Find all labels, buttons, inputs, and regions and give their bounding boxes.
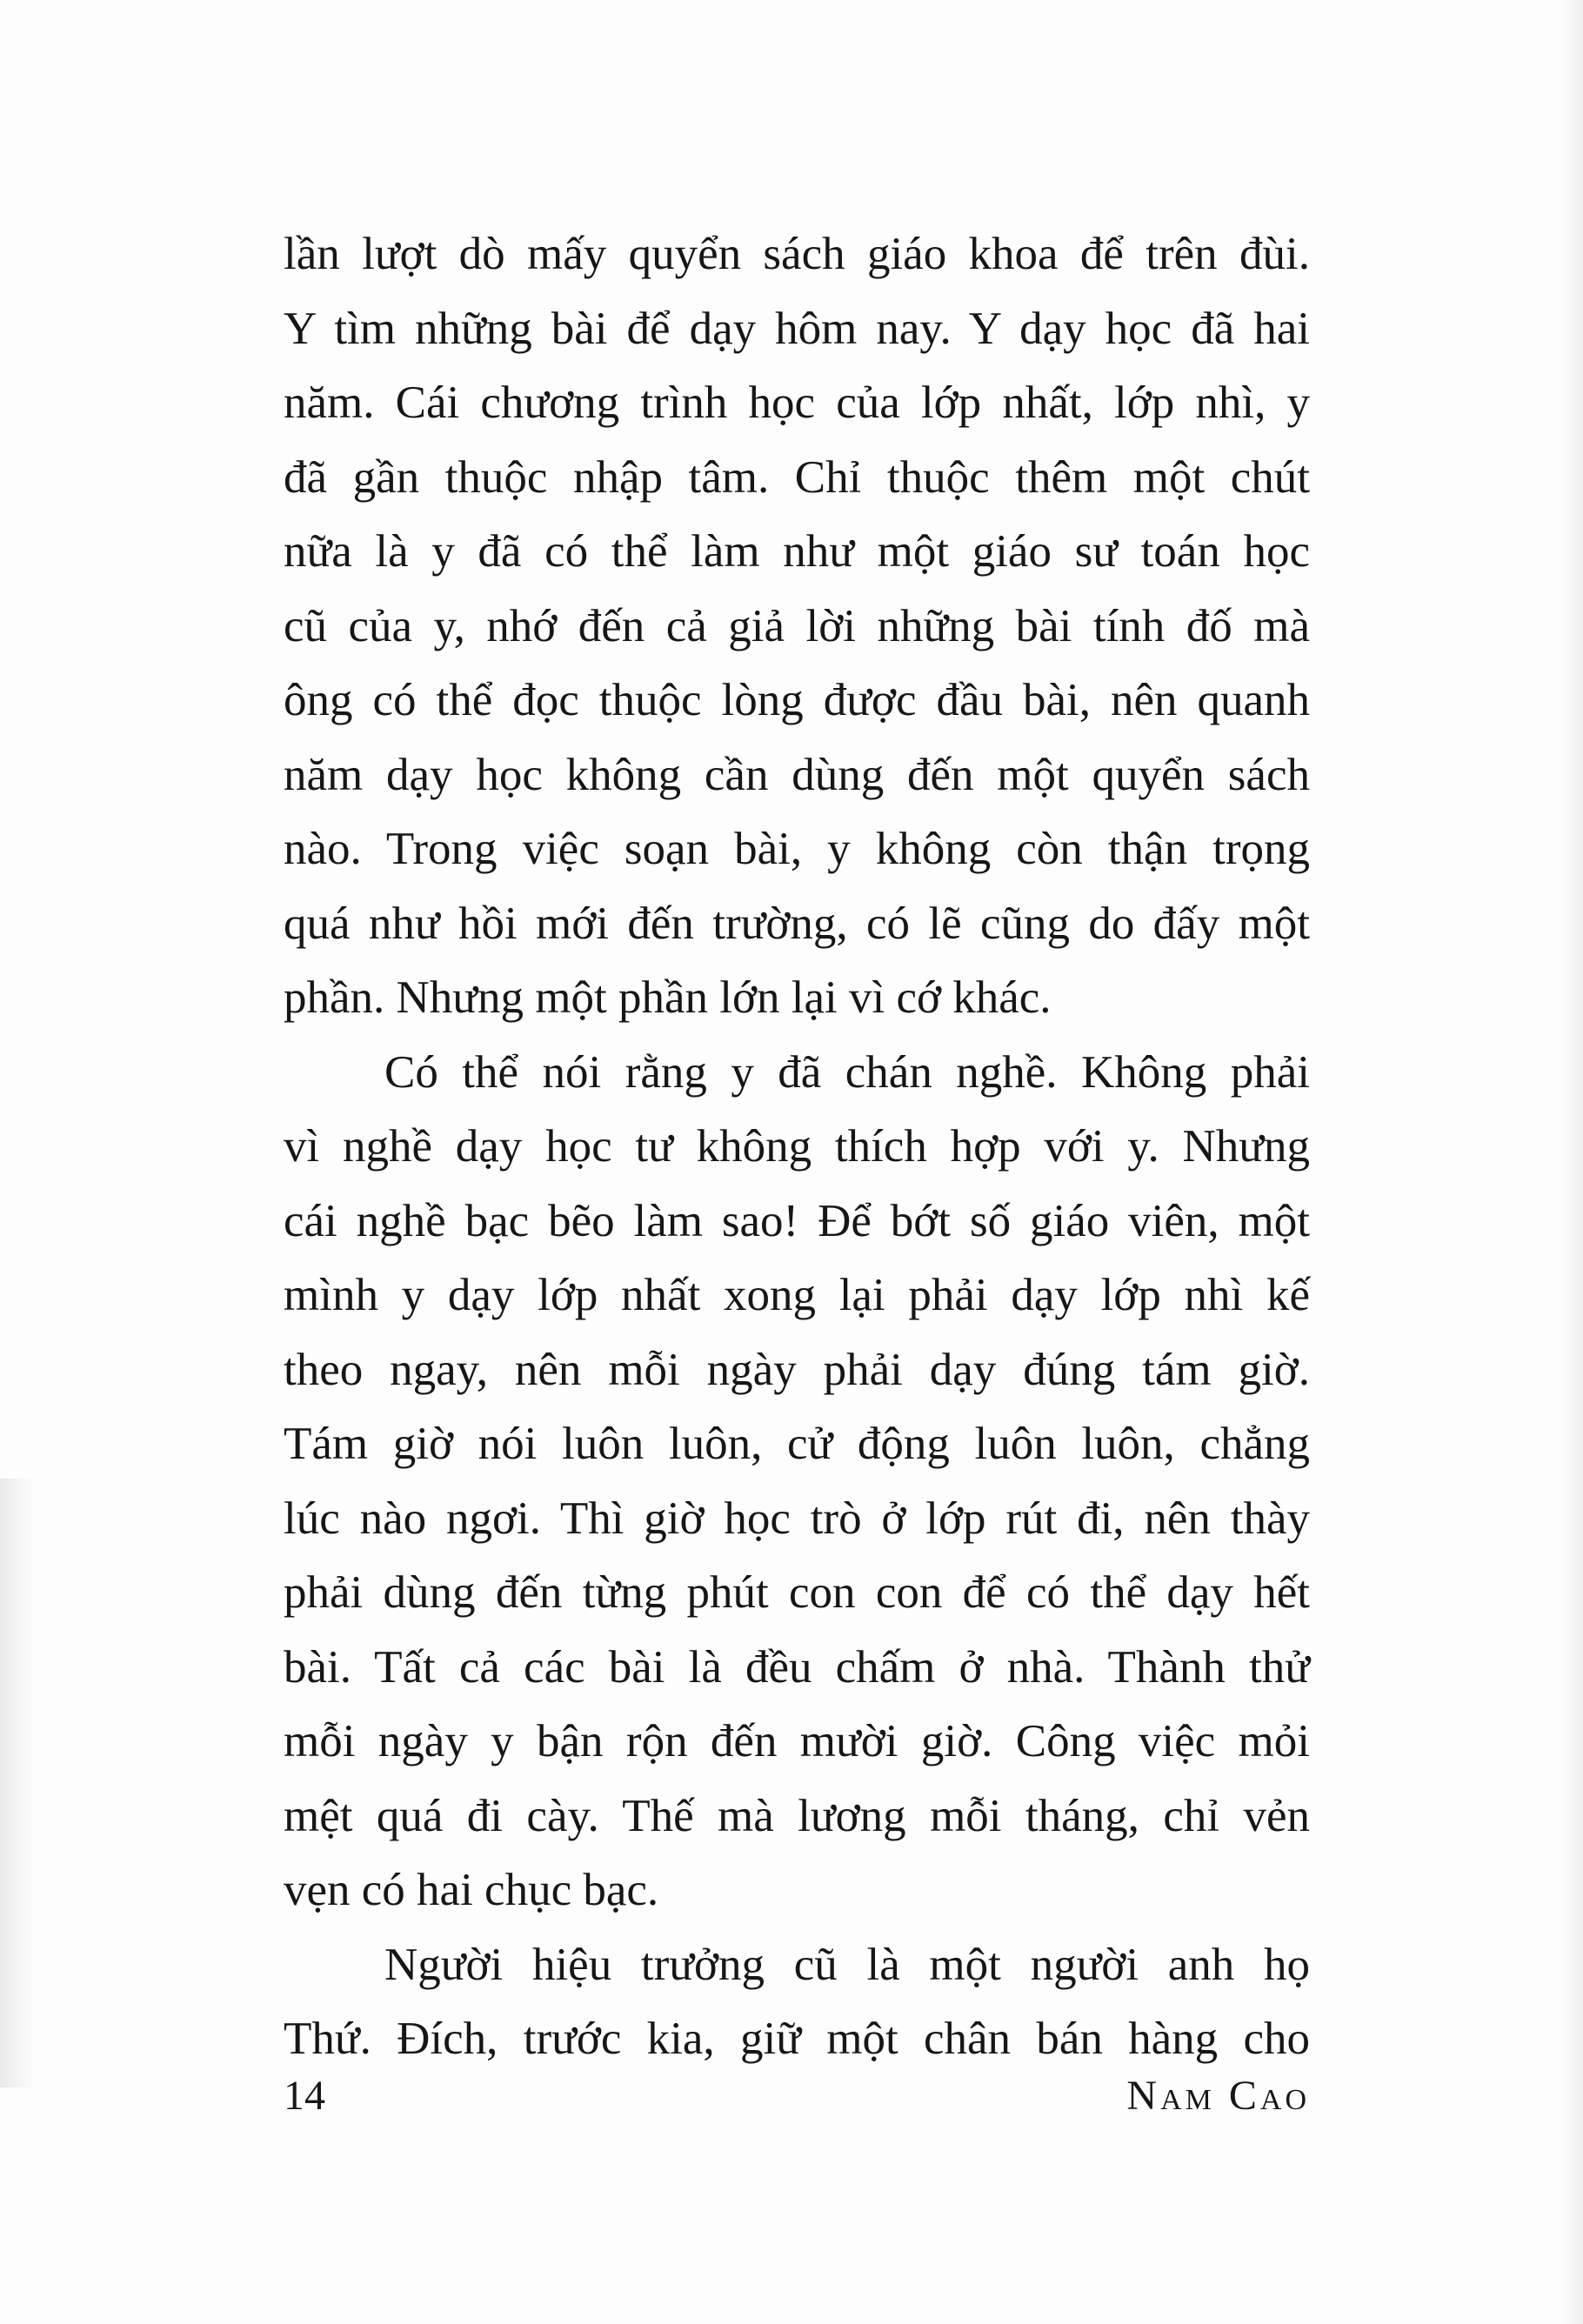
text-line: lần lượt dò mấy quyển sách giáo khoa để trên đùi. bbox=[284, 229, 1310, 279]
page-footer bbox=[284, 2066, 1310, 2127]
text-line: ông có thể đọc thuộc lòng được đầu bài, nên quanh bbox=[284, 675, 1310, 725]
text-line: vì nghề dạy học tư không thích hợp với y. Nhưng bbox=[284, 1121, 1310, 1172]
paragraph-3 bbox=[284, 1928, 1310, 2077]
text-line: quá như hồi mới đến trường, có lẽ cũng do đấy một bbox=[284, 898, 1310, 949]
text-line: mình y dạy lớp nhất xong lại phải dạy lớp nhì kế bbox=[284, 1270, 1310, 1320]
text-line: đã gần thuộc nhập tâm. Chỉ thuộc thêm một chút bbox=[284, 451, 1310, 503]
running-footer-author: Nam Cao bbox=[1126, 2073, 1310, 2119]
text-line: bài. Tất cả các bài là đều chấm ở nhà. Thành thử bbox=[284, 1641, 1310, 1693]
text-line: theo ngay, nên mỗi ngày phải dạy đúng tám giờ. bbox=[284, 1344, 1310, 1395]
text-line: lúc nào ngơi. Thì giờ học trò ở lớp rút đi, nên thày bbox=[284, 1493, 1310, 1544]
text-line: vẹn có hai chục bạc. bbox=[284, 1865, 659, 1915]
text-line: phải dùng đến từng phút con con để có thể dạy hết bbox=[284, 1567, 1310, 1618]
text-line: Có thể nói rằng y đã chán nghề. Không phải bbox=[384, 1046, 1310, 1098]
text-line: năm dạy học không cần dùng đến một quyển sách bbox=[284, 749, 1310, 800]
body-text bbox=[284, 217, 1310, 2077]
text-line: Tám giờ nói luôn luôn, cử động luôn luôn, chẳng bbox=[284, 1419, 1310, 1469]
paragraph-1 bbox=[284, 217, 1310, 1036]
page-number: 14 bbox=[284, 2073, 325, 2119]
text-line: mỗi ngày y bận rộn đến mười giờ. Công việc mỏi bbox=[284, 1716, 1310, 1766]
text-line: Người hiệu trưởng cũ là một người anh họ bbox=[384, 1939, 1310, 1990]
text-line: mệt quá đi cày. Thế mà lương mỗi tháng, chỉ vẻn bbox=[284, 1790, 1310, 1841]
text-line: phần. Nhưng một phần lớn lại vì cớ khác. bbox=[284, 972, 1052, 1023]
page-edge-shadow bbox=[1560, 0, 1583, 2324]
text-line: Y tìm những bài để dạy hôm nay. Y dạy học đã hai bbox=[284, 303, 1310, 354]
text-line: năm. Cái chương trình học của lớp nhất, lớp nhì, y bbox=[284, 377, 1310, 428]
text-line: nữa là y đã có thể làm như một giáo sư toán học bbox=[284, 526, 1310, 577]
text-line: cái nghề bạc bẽo làm sao! Để bớt số giáo viên, một bbox=[284, 1195, 1310, 1246]
text-line: cũ của y, nhớ đến cả giả lời những bài tính đố mà bbox=[284, 600, 1310, 651]
text-line: nào. Trong việc soạn bài, y không còn thận trọng bbox=[284, 824, 1310, 874]
binding-shadow bbox=[0, 1479, 35, 2087]
text-line: Thứ. Đích, trước kia, giữ một chân bán hàng cho bbox=[284, 2013, 1310, 2064]
paragraph-2 bbox=[284, 1036, 1310, 1928]
